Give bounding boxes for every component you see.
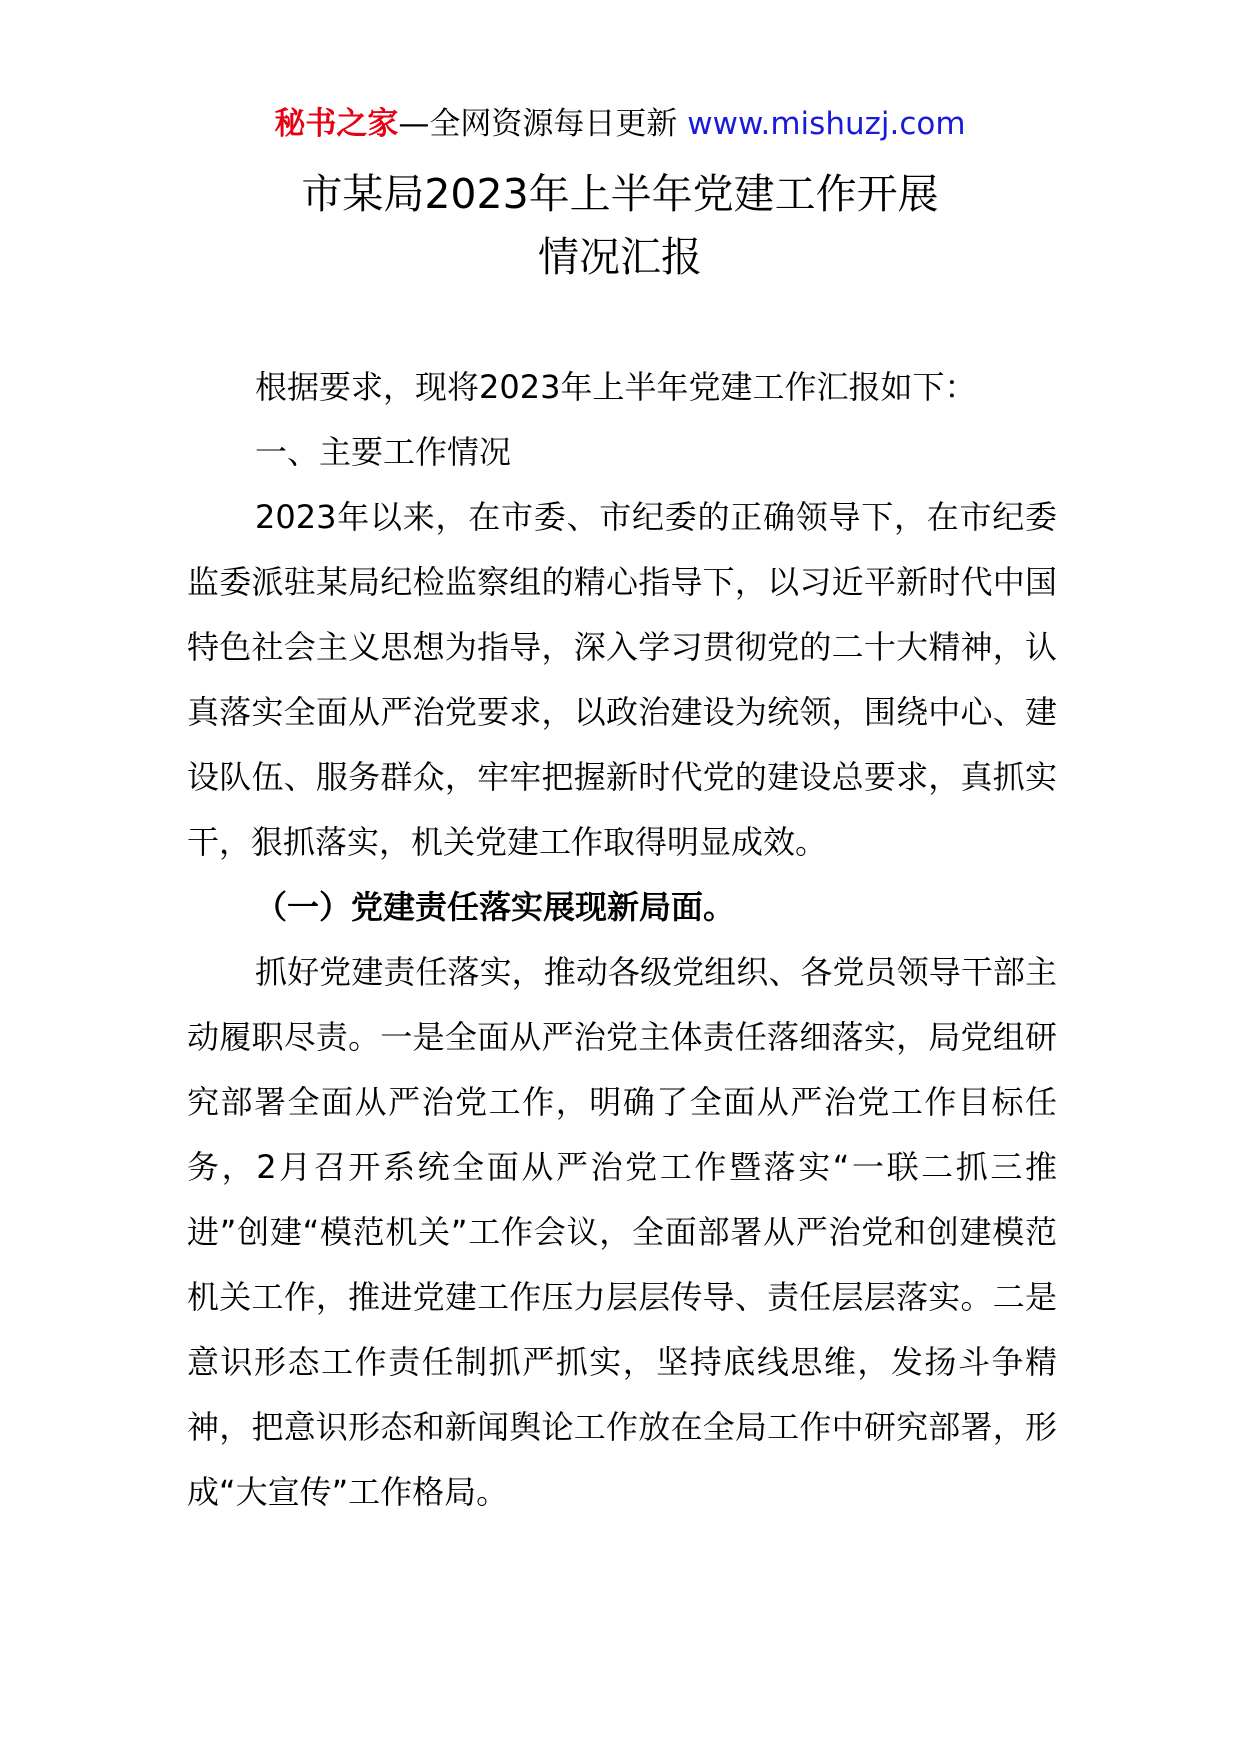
intro-paragraph: 根据要求，现将2023年上半年党建工作汇报如下：	[255, 368, 977, 406]
site-url-link[interactable]: www.mishuzj.com	[687, 106, 966, 142]
subsection-heading: （一）党建责任落实展现新局面。	[255, 888, 736, 926]
site-slogan: —全网资源每日更新	[398, 106, 678, 142]
document-title-line-2: 情况汇报	[538, 233, 702, 281]
site-header	[0, 104, 1240, 144]
body-paragraph: 抓好党建责任落实，推动各级党组织、各党员领导干部主动履职尽责。一是全面从严治党主体责任落细落实，局党组研究部署全面从严治党工作，明确了全面从严治党工作目标任务，2月召开系统全面从严治党工作暨落实“一联二抓三推进”创建“模范机关”工作会议，全面部署从严治党和创建模范机关工作，推进党建工作压力层层传导、责任层层落实。二是意识形态工作责任制抓严抓实，坚持底线思维，发扬斗争精神，把意识形态和新闻舆论工作放在全局工作中研究部署，形成“大宣传”工作格局。	[187, 953, 1057, 1511]
section-heading: 一、主要工作情况	[255, 433, 512, 471]
body-paragraph: 2023年以来，在市委、市纪委的正确领导下，在市纪委监委派驻某局纪检监察组的精心指导下，以习近平新时代中国特色社会主义思想为指导，深入学习贯彻党的二十大精神，认真落实全面从严治党要求，以政治建设为统领，围绕中心、建设队伍、服务群众，牢牢把握新时代党的建设总要求，真抓实干，狠抓落实，机关党建工作取得明显成效。	[187, 498, 1057, 861]
site-brand: 秘书之家	[274, 106, 399, 142]
document-body	[187, 355, 1057, 1525]
document-title-line-1: 市某局2023年上半年党建工作开展	[301, 170, 939, 218]
